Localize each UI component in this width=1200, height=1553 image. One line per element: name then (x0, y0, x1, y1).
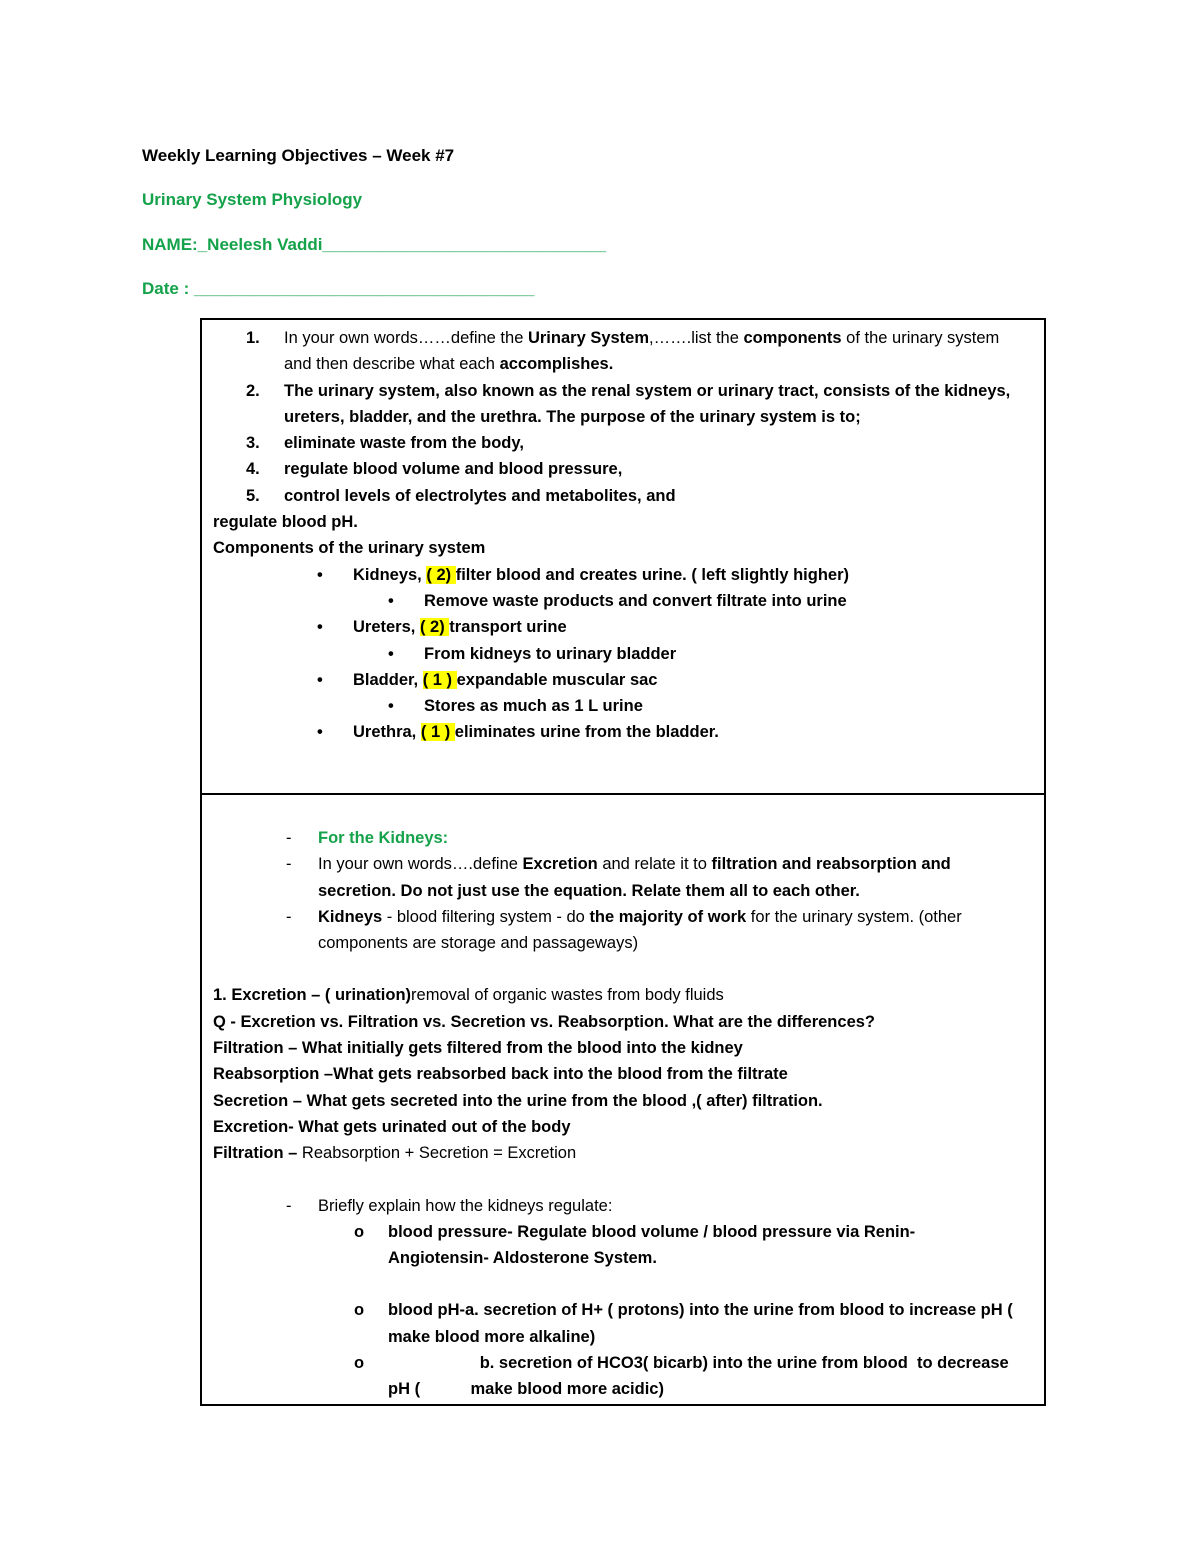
bullet-text: eliminates urine from the bladder. (454, 723, 719, 742)
question-keyword: accomplishes. (499, 355, 614, 374)
excretion-definition (202, 982, 1044, 1008)
dash-item (202, 825, 1044, 851)
bullet-label: Bladder, (353, 670, 423, 689)
question-text: Briefly explain how the kidneys regulate: (318, 1196, 613, 1215)
list-number: 3. (246, 434, 260, 453)
answer-text: control levels of electrolytes and metabolites, and (284, 486, 676, 505)
name-field: NAME:_Neelesh Vaddi______________________________ (142, 235, 607, 254)
dash-marker: - (286, 907, 292, 926)
bullet-icon: • (317, 723, 323, 742)
components-heading: Components of the urinary system (213, 539, 486, 558)
list-number: 2. (246, 381, 260, 400)
question-text: - blood filtering system - do (382, 907, 590, 926)
question-keyword: Kidneys (318, 907, 383, 926)
sub-bullet-bladder (202, 693, 1044, 719)
sub-bullet-kidneys (202, 588, 1044, 614)
answer-line: Excretion- What gets urinated out of the body (213, 1117, 571, 1136)
question-text: In your own words……define the (284, 329, 528, 347)
answer-text: blood pH-a. secretion of H+ ( protons) into the urine from blood to increase pH ( make blood more alkaline) (388, 1301, 1013, 1346)
answer-text: - Regulate blood volume / blood pressure via Renin-Angiotensin- Aldosterone System. (388, 1222, 916, 1268)
ph-line: regulate blood pH. (213, 513, 358, 532)
circle-bullet-icon: o (354, 1222, 365, 1241)
list-item (202, 378, 1044, 431)
dash-marker: - (286, 829, 292, 847)
dash-item (202, 904, 1044, 957)
answer-label: blood pressure (388, 1222, 508, 1241)
kidneys-heading: For the Kidneys: (318, 829, 449, 847)
sub-bullet-ureters (202, 641, 1044, 667)
answer-line: Reabsorption –What gets reabsorbed back into the blood from the filtrate (213, 1065, 788, 1084)
highlight-count: ( 2) (426, 565, 456, 584)
bullet-bladder (202, 667, 1044, 693)
circle-bullet-icon: o (354, 1354, 365, 1373)
bullet-urethra (202, 719, 1044, 745)
question-text: In your own words….define (318, 855, 523, 874)
question-text: ,…….list the (649, 329, 744, 347)
list-item (202, 483, 1044, 509)
dash-marker: - (286, 855, 292, 874)
bullet-text: expandable muscular sac (456, 670, 658, 689)
question-keyword: components (743, 329, 842, 347)
answer-text: b. secretion of HCO3( bicarb) into the urine from blood to decrease pH ( make blood more acidic) (388, 1354, 1014, 1399)
question-text: and relate it to (597, 855, 712, 874)
bullet-ureters (202, 614, 1044, 640)
objectives-list (202, 325, 1044, 746)
sub-item-ph-a (202, 1297, 1044, 1350)
bullet-label: Ureters, (353, 618, 420, 637)
question-box-1 (200, 318, 1046, 795)
bullet-label: Urethra, (353, 723, 421, 742)
indent-spacer (388, 1354, 480, 1372)
answer-text: The urinary system, also known as the renal system or urinary tract, consists of the kidneys, ureters, bladder, and the urethra. The purpose of the urinary system is to; (284, 381, 1011, 426)
answer-text: eliminate waste from the body, (284, 434, 524, 453)
list-number: 4. (246, 460, 260, 479)
answer-line: Secretion – What gets secreted into the urine from the blood ,( after) filtration. (213, 1091, 823, 1110)
page-title: Weekly Learning Objectives – Week #7 (142, 146, 455, 165)
bullet-text: transport urine (449, 618, 567, 637)
answer-label: Filtration – (213, 1144, 302, 1163)
bullet-icon: • (388, 697, 394, 716)
dash-item (202, 1193, 1044, 1219)
dash-item (202, 851, 1044, 904)
subject-title: Urinary System Physiology (142, 190, 363, 209)
date-field: Date : ____________________________________ (142, 279, 535, 298)
list-number: 1. (246, 329, 260, 347)
bullet-icon: • (388, 644, 394, 663)
highlight-count: ( 1 ) (422, 670, 457, 689)
bullet-text: filter blood and creates urine. ( left slightly higher) (455, 565, 850, 584)
answer-line: Filtration – What initially gets filtered from the blood into the kidney (213, 1039, 743, 1058)
bullet-icon: • (317, 670, 323, 689)
answer-text: removal of organic wastes from body fluids (411, 986, 724, 1005)
equation-line (202, 1140, 1044, 1166)
bullet-icon: • (388, 591, 394, 610)
question-keyword: filtration and reabsorption and secretion. Do not just use the equation. Relate them all to each other. (318, 855, 951, 900)
answer-line: Q - Excretion vs. Filtration vs. Secretion vs. Reabsorption. What are the differences? (213, 1012, 875, 1031)
question-text: of the urinary system and then describe what each (284, 329, 1000, 374)
question-text: for the urinary system. (other components are storage and passageways) (318, 907, 962, 953)
sub-item-blood-pressure (202, 1219, 1044, 1272)
sub-item-ph-b (202, 1350, 1044, 1403)
dash-marker: - (286, 1196, 292, 1215)
bullet-icon: • (317, 565, 323, 584)
list-number: 5. (246, 486, 260, 505)
bullet-kidneys (202, 562, 1044, 588)
bullet-text: From kidneys to urinary bladder (424, 644, 677, 663)
bullet-text: Stores as much as 1 L urine (424, 697, 643, 716)
list-item (202, 456, 1044, 482)
answer-label: 1. Excretion – ( urination) (213, 986, 412, 1005)
list-item (202, 430, 1044, 456)
question-keyword: the majority of work (589, 907, 747, 926)
circle-bullet-icon: o (354, 1301, 365, 1320)
highlight-count: ( 1 ) (420, 723, 455, 742)
bullet-text: Remove waste products and convert filtrate into urine (424, 591, 847, 610)
answer-text: regulate blood volume and blood pressure, (284, 460, 623, 479)
question-keyword: Excretion (522, 855, 598, 874)
question-keyword: Urinary System (527, 329, 650, 347)
list-item (202, 325, 1044, 378)
bullet-icon: • (317, 618, 323, 637)
bullet-label: Kidneys, (353, 565, 427, 584)
highlight-count: ( 2) (419, 618, 450, 637)
kidney-questions (202, 825, 1044, 1403)
question-box-2 (200, 793, 1046, 1406)
answer-text: Reabsorption + Secretion = Excretion (301, 1144, 577, 1163)
